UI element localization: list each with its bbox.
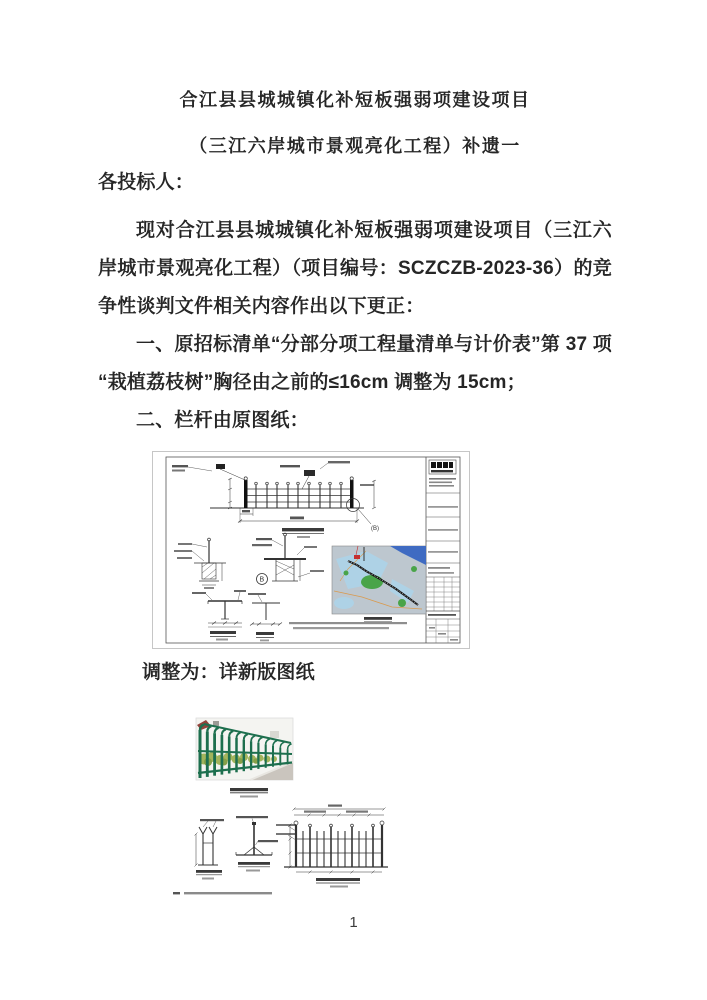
intro-line: 现对合江县县城城镇化补短板强弱项建设项目（三江六 (136, 220, 612, 241)
doc-title-line-1: 合江县县城城镇化补短板强弱项建设项目 (179, 90, 531, 110)
item1-line: “栽植荔枝树”胸径由之前的≤16cm 调整为 15cm； (98, 372, 526, 393)
site-map-inset (332, 546, 426, 622)
adjustment-label: 调整为：详新版图纸 (142, 662, 315, 683)
old-drawing-canvas (152, 451, 470, 649)
new-drawing-canvas (170, 703, 420, 903)
item1-line: 一、原招标清单“分部分项工程量清单与计价表”第 37 项 (136, 334, 612, 355)
detail-post-top (236, 816, 278, 872)
map-marker-red (354, 555, 360, 559)
detail-fence-elevation (276, 805, 388, 888)
detail-post-elevation (195, 819, 225, 880)
doc-title-line-2: （三江六岸城市景观亮化工程）补遗一 (189, 136, 521, 156)
salutation: 各投标人： (98, 172, 195, 193)
foundation-detail-ref-label: B (259, 576, 265, 584)
item2-label: 二、栏杆由原图纸： (136, 410, 309, 431)
new-drawing-figure (170, 703, 420, 903)
fence-photo (196, 718, 293, 780)
photo-caption (230, 788, 268, 798)
figure-note (173, 892, 272, 894)
elevation-detail-ref-label: (B) (371, 526, 379, 532)
page-number: 1 (349, 914, 358, 931)
intro-line: 争性谈判文件相关内容作出以下更正： (98, 296, 425, 317)
intro-line: 岸城市景观亮化工程）（项目编号：SCZCZB-2023-36）的竞 (98, 258, 612, 279)
old-drawing-figure (152, 451, 470, 649)
